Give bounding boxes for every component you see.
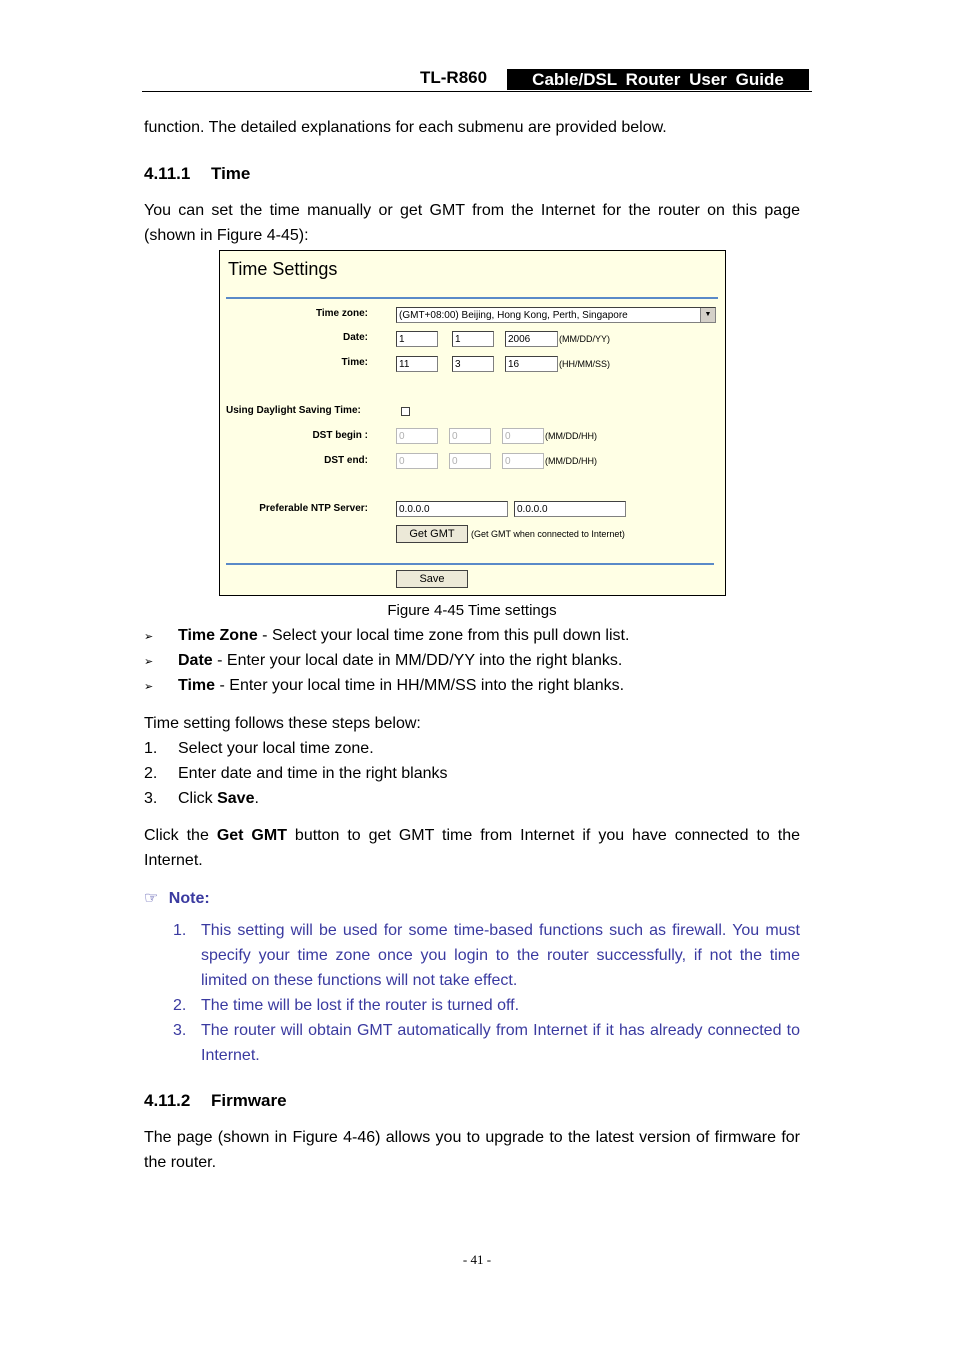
note-number: 3. [173, 1022, 187, 1039]
step-text: Enter date and time in the right blanks [178, 765, 448, 782]
get-gmt-post: button to get GMT time from Internet if you have connected to the Internet. [144, 827, 801, 869]
bullet-item [178, 648, 622, 673]
date-day-input[interactable]: 1 [452, 331, 494, 347]
header-model: TL-R860 [420, 68, 488, 87]
bullet-term: Time [178, 677, 216, 694]
dst-end-day-input[interactable]: 0 [449, 453, 491, 469]
get-gmt-paragraph [144, 823, 800, 873]
timezone-select[interactable] [396, 307, 716, 323]
get-gmt-pre: Click the [144, 827, 217, 844]
panel-top-rule [226, 297, 718, 299]
intro-paragraph: function. The detailed explanations for each submenu are provided below. [144, 119, 667, 136]
bullet-text: - Select your local time zone from this pull down list. [257, 627, 630, 644]
bullet-item [178, 673, 624, 698]
page-number: - 41 - [462, 1252, 492, 1267]
steps-intro: Time setting follows these steps below: [144, 715, 421, 732]
step-number: 2. [144, 765, 158, 782]
get-gmt-button[interactable]: Get GMT [396, 525, 468, 543]
ntp-secondary-input[interactable]: 0.0.0.0 [514, 501, 626, 517]
ntp-label: Preferable NTP Server: [259, 503, 368, 514]
time-hour-input[interactable]: 11 [396, 356, 438, 372]
dst-checkbox[interactable] [401, 407, 410, 416]
date-month-input[interactable]: 1 [396, 331, 438, 347]
step-text-pre: Click [178, 790, 218, 807]
panel-title: Time Settings [228, 259, 338, 279]
time-second-input[interactable]: 16 [505, 356, 558, 372]
get-gmt-hint: (Get GMT when connected to Internet) [471, 529, 625, 539]
note-label: Note: [168, 890, 210, 907]
dst-begin-day-input[interactable]: 0 [449, 428, 491, 444]
dst-begin-hour-input[interactable]: 0 [502, 428, 544, 444]
section-title: Firmware [211, 1091, 287, 1110]
bullet-text: - Enter your local date in MM/DD/YY into the right blanks. [212, 652, 623, 669]
step-number: 3. [144, 790, 158, 807]
note-number: 2. [173, 997, 187, 1014]
date-format-hint: (MM/DD/YY) [559, 334, 610, 344]
bullet-arrow-icon: ➢ [144, 656, 154, 668]
section-number: 4.11.1 [144, 164, 191, 183]
bullet-text: - Enter your local time in HH/MM/SS into the right blanks. [215, 677, 625, 694]
step-text: Select your local time zone. [178, 740, 374, 757]
panel-bottom-rule [226, 563, 714, 565]
dst-end-hour-input[interactable]: 0 [502, 453, 544, 469]
bullet-arrow-icon: ➢ [144, 681, 154, 693]
dst-begin-format-hint: (MM/DD/HH) [545, 431, 597, 441]
step-text [178, 786, 259, 811]
dst-begin-month-input[interactable]: 0 [396, 428, 438, 444]
note-number: 1. [173, 922, 187, 939]
header-rule [142, 91, 812, 92]
time-format-hint: (HH/MM/SS) [559, 359, 610, 369]
section-heading-time [144, 164, 250, 184]
dst-end-month-input[interactable]: 0 [396, 453, 438, 469]
dst-begin-label: DST begin : [312, 430, 368, 441]
note-heading [144, 888, 210, 908]
step-number: 1. [144, 740, 158, 757]
bullet-term: Date [178, 652, 213, 669]
chevron-down-icon[interactable]: ▼ [700, 308, 715, 322]
time-minute-input[interactable]: 3 [452, 356, 494, 372]
section-number: 4.11.2 [144, 1091, 191, 1110]
time-label: Time: [341, 357, 368, 368]
section-heading-firmware [144, 1091, 287, 1111]
save-button[interactable]: Save [396, 570, 468, 588]
note-text: This setting will be used for some time-based functions such as firewall. You must specify your time zone once you login to the router successfully, if not the time limited on these functions will not take effect. [201, 922, 800, 989]
bullet-arrow-icon: ➢ [144, 631, 154, 643]
section-title: Time [211, 164, 251, 183]
pointing-hand-icon: ☞ [144, 890, 159, 907]
get-gmt-bold: Get GMT [216, 827, 287, 844]
ntp-primary-input[interactable]: 0.0.0.0 [396, 501, 508, 517]
note-text: The router will obtain GMT automatically from Internet if it has already connected to Internet. [201, 1022, 800, 1064]
dst-end-format-hint: (MM/DD/HH) [545, 456, 597, 466]
timezone-label: Time zone: [315, 308, 368, 319]
date-label: Date: [342, 332, 368, 343]
section-firmware-paragraph: The page (shown in Figure 4-46) allows you to upgrade to the latest version of firmware for the router. [144, 1129, 800, 1171]
header-title: Cable/DSL Router User Guide [507, 69, 809, 90]
dst-end-label: DST end: [324, 455, 368, 466]
note-text: The time will be lost if the router is turned off. [201, 997, 520, 1014]
figure-caption: Figure 4-45 Time settings [387, 602, 557, 619]
bullet-term: Time Zone [178, 627, 258, 644]
timezone-value: (GMT+08:00) Beijing, Hong Kong, Perth, Singapore [399, 310, 628, 321]
step-text-bold: Save [217, 790, 255, 807]
time-settings-panel [219, 250, 726, 596]
dst-label: Using Daylight Saving Time: [226, 405, 361, 416]
bullet-item [178, 623, 629, 648]
step-text-post: . [254, 790, 259, 807]
date-year-input[interactable]: 2006 [505, 331, 558, 347]
section-time-paragraph: You can set the time manually or get GMT from the Internet for the router on this page (shown in Figure 4-45): [144, 202, 800, 244]
